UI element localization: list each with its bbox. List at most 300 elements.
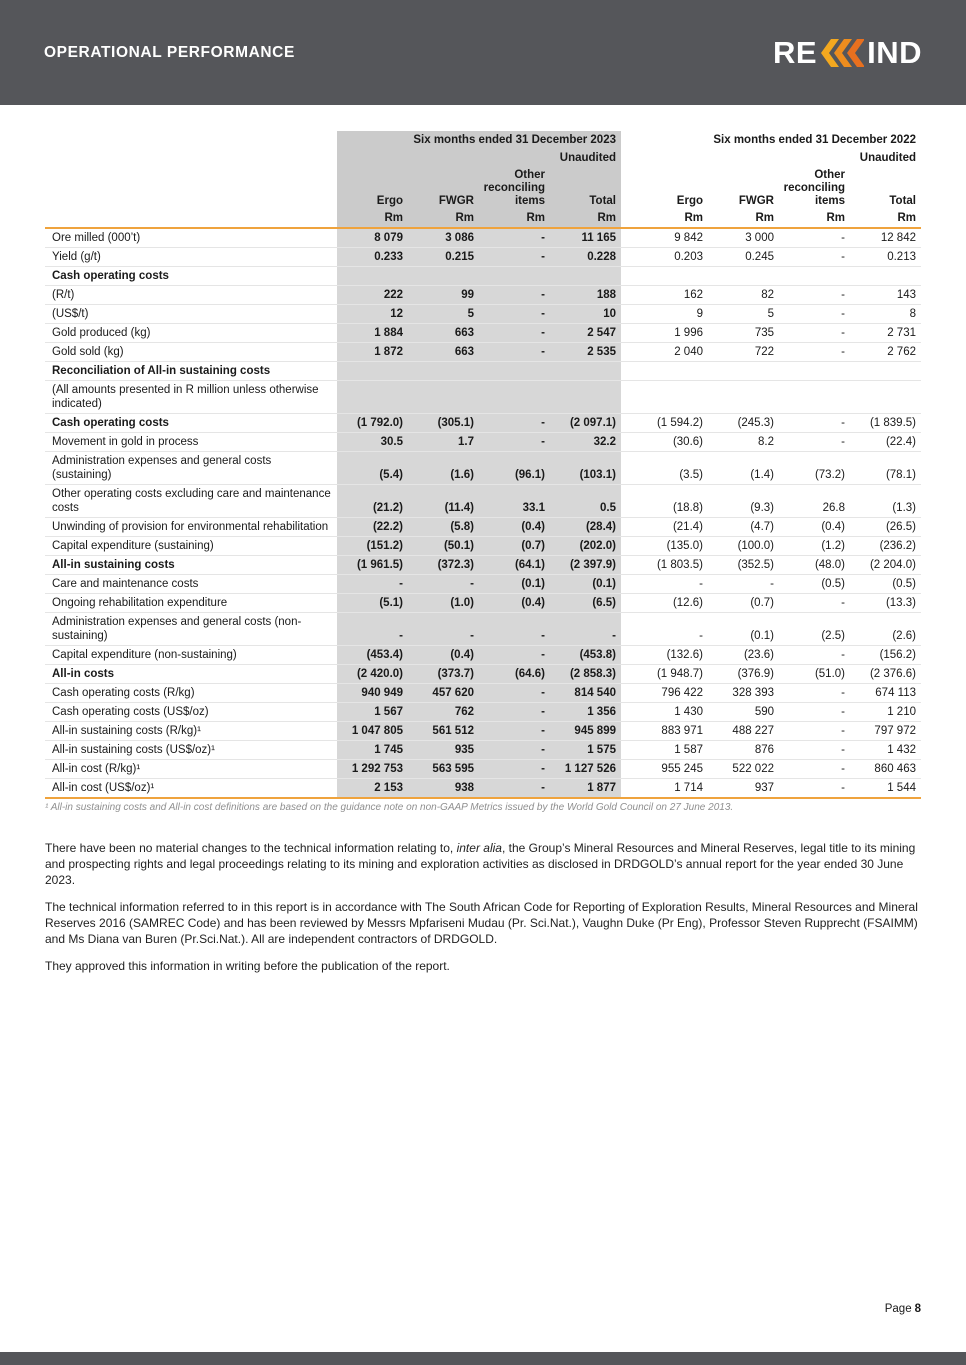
unit-label: Rm xyxy=(550,210,621,228)
value-cell: - xyxy=(479,343,550,362)
value-cell: (5.1) xyxy=(337,594,408,613)
value-cell: (73.2) xyxy=(779,452,850,485)
value-cell: 938 xyxy=(408,779,479,799)
row-label: Gold sold (kg) xyxy=(45,343,337,362)
table-row xyxy=(45,613,921,646)
value-cell: (9.3) xyxy=(708,485,779,518)
value-cell: (2.5) xyxy=(779,613,850,646)
value-cell: (13.3) xyxy=(850,594,921,613)
unit-label: Rm xyxy=(337,210,408,228)
value-cell xyxy=(479,362,550,381)
value-cell: 935 xyxy=(408,741,479,760)
value-cell: (100.0) xyxy=(708,537,779,556)
row-label: Cash operating costs xyxy=(45,414,337,433)
value-cell: (236.2) xyxy=(850,537,921,556)
value-cell: 1 714 xyxy=(637,779,708,799)
value-cell: 1 047 805 xyxy=(337,722,408,741)
value-cell: (0.5) xyxy=(779,575,850,594)
value-cell: 99 xyxy=(408,286,479,305)
value-cell: - xyxy=(479,433,550,452)
unaudited-2023-label: Unaudited xyxy=(337,149,621,167)
value-cell: 674 113 xyxy=(850,684,921,703)
table-row xyxy=(45,343,921,362)
row-label: (US$/t) xyxy=(45,305,337,324)
value-cell: (0.7) xyxy=(708,594,779,613)
value-cell: - xyxy=(479,228,550,248)
value-cell: 9 842 xyxy=(637,228,708,248)
value-cell: 222 xyxy=(337,286,408,305)
value-cell: - xyxy=(779,324,850,343)
value-cell: (22.4) xyxy=(850,433,921,452)
value-cell: (0.4) xyxy=(479,518,550,537)
table-row xyxy=(45,594,921,613)
value-cell: (1 803.5) xyxy=(637,556,708,575)
value-cell: (96.1) xyxy=(479,452,550,485)
value-cell: 1 877 xyxy=(550,779,621,799)
value-cell: 796 422 xyxy=(637,684,708,703)
value-cell: 955 245 xyxy=(637,760,708,779)
column-gap xyxy=(621,703,637,722)
table-row xyxy=(45,518,921,537)
page-number-value: 8 xyxy=(914,1303,921,1315)
table-row xyxy=(45,684,921,703)
period-2023-label: Six months ended 31 December 2023 xyxy=(337,131,621,149)
value-cell: (0.4) xyxy=(408,646,479,665)
value-cell: 2 762 xyxy=(850,343,921,362)
value-cell: 2 040 xyxy=(637,343,708,362)
column-gap xyxy=(621,722,637,741)
value-cell: (28.4) xyxy=(550,518,621,537)
value-cell: - xyxy=(337,613,408,646)
value-cell: (2 420.0) xyxy=(337,665,408,684)
value-cell: (151.2) xyxy=(337,537,408,556)
value-cell xyxy=(708,362,779,381)
value-cell: 663 xyxy=(408,343,479,362)
value-cell: (21.4) xyxy=(637,518,708,537)
column-gap xyxy=(621,613,637,646)
page-content xyxy=(0,105,966,975)
value-cell: 0.5 xyxy=(550,485,621,518)
value-cell: (1.6) xyxy=(408,452,479,485)
p1-pre: There have been no material changes to the technical information relating to, xyxy=(45,841,457,855)
value-cell: (156.2) xyxy=(850,646,921,665)
value-cell: 188 xyxy=(550,286,621,305)
value-cell: - xyxy=(479,722,550,741)
value-cell: - xyxy=(779,228,850,248)
column-gap xyxy=(621,665,637,684)
value-cell: 1 127 526 xyxy=(550,760,621,779)
value-cell xyxy=(408,362,479,381)
value-cell: 0.233 xyxy=(337,248,408,267)
period-2022-label: Six months ended 31 December 2022 xyxy=(713,134,916,146)
value-cell: (26.5) xyxy=(850,518,921,537)
value-cell: - xyxy=(779,414,850,433)
value-cell: (18.8) xyxy=(637,485,708,518)
value-cell: - xyxy=(708,575,779,594)
table-row xyxy=(45,414,921,433)
value-cell xyxy=(337,381,408,414)
value-cell: 8.2 xyxy=(708,433,779,452)
column-gap xyxy=(621,248,637,267)
value-cell: 1 430 xyxy=(637,703,708,722)
value-cell: 1 432 xyxy=(850,741,921,760)
value-cell: (1.3) xyxy=(850,485,921,518)
value-cell: (12.6) xyxy=(637,594,708,613)
value-cell: (5.4) xyxy=(337,452,408,485)
value-cell: 328 393 xyxy=(708,684,779,703)
row-label: Care and maintenance costs xyxy=(45,575,337,594)
table-row xyxy=(45,433,921,452)
value-cell xyxy=(337,362,408,381)
value-cell: 3 086 xyxy=(408,228,479,248)
table-row xyxy=(45,779,921,799)
col-total-2023: Total xyxy=(550,167,621,210)
value-cell xyxy=(637,381,708,414)
value-cell: (23.6) xyxy=(708,646,779,665)
row-label: Yield (g/t) xyxy=(45,248,337,267)
value-cell: (0.1) xyxy=(479,575,550,594)
column-gap xyxy=(621,228,637,248)
value-cell xyxy=(550,362,621,381)
value-cell: - xyxy=(550,613,621,646)
table-row xyxy=(45,741,921,760)
column-gap xyxy=(621,267,637,286)
col-fwgr-2022: FWGR xyxy=(738,195,774,207)
value-cell: - xyxy=(637,613,708,646)
value-cell: (1 594.2) xyxy=(637,414,708,433)
table-row xyxy=(45,722,921,741)
value-cell: 5 xyxy=(708,305,779,324)
row-label: Cash operating costs (R/kg) xyxy=(45,684,337,703)
value-cell: (135.0) xyxy=(637,537,708,556)
value-cell: 8 079 xyxy=(337,228,408,248)
value-cell: (1.0) xyxy=(408,594,479,613)
row-label: Unwinding of provision for environmental rehabilitation xyxy=(45,518,337,537)
column-gap xyxy=(621,485,637,518)
unit-label: Rm xyxy=(408,210,479,228)
value-cell: - xyxy=(479,414,550,433)
value-cell: - xyxy=(479,703,550,722)
value-cell: (373.7) xyxy=(408,665,479,684)
value-cell xyxy=(337,267,408,286)
value-cell: - xyxy=(779,248,850,267)
value-cell: 12 842 xyxy=(850,228,921,248)
value-cell: (103.1) xyxy=(550,452,621,485)
unit-label: Rm xyxy=(479,210,550,228)
value-cell: - xyxy=(479,760,550,779)
table-row xyxy=(45,305,921,324)
value-cell: (132.6) xyxy=(637,646,708,665)
value-cell: - xyxy=(779,594,850,613)
col-ergo-2023: Ergo xyxy=(337,167,408,210)
value-cell: (1 839.5) xyxy=(850,414,921,433)
value-cell: (78.1) xyxy=(850,452,921,485)
row-label: Other operating costs excluding care and maintenance costs xyxy=(45,485,337,518)
value-cell xyxy=(479,267,550,286)
operational-performance-table xyxy=(45,131,921,799)
column-gap xyxy=(621,414,637,433)
row-label: Administration expenses and general costs (sustaining) xyxy=(45,452,337,485)
value-cell: 663 xyxy=(408,324,479,343)
table-row xyxy=(45,556,921,575)
column-gap xyxy=(621,343,637,362)
unit-label: Rm xyxy=(850,210,921,228)
p1-italic: inter alia xyxy=(456,841,502,855)
value-cell: 143 xyxy=(850,286,921,305)
value-cell: - xyxy=(408,575,479,594)
value-cell: (1 792.0) xyxy=(337,414,408,433)
audit-status-row xyxy=(45,149,921,167)
column-gap xyxy=(621,324,637,343)
value-cell: - xyxy=(337,575,408,594)
row-label: (R/t) xyxy=(45,286,337,305)
row-label: Cash operating costs xyxy=(45,267,337,286)
column-gap xyxy=(621,537,637,556)
paragraph-no-material-changes xyxy=(45,841,921,889)
value-cell: - xyxy=(479,248,550,267)
value-cell: (3.5) xyxy=(637,452,708,485)
value-cell: (2 097.1) xyxy=(550,414,621,433)
value-cell: (48.0) xyxy=(779,556,850,575)
value-cell: (0.1) xyxy=(550,575,621,594)
table-row xyxy=(45,267,921,286)
row-label: All-in sustaining costs (R/kg)¹ xyxy=(45,722,337,741)
value-cell: 940 949 xyxy=(337,684,408,703)
row-label: Movement in gold in process xyxy=(45,433,337,452)
value-cell xyxy=(779,381,850,414)
value-cell: - xyxy=(779,646,850,665)
column-gap xyxy=(621,575,637,594)
rewind-chevrons-icon xyxy=(820,38,864,68)
row-label: All-in costs xyxy=(45,665,337,684)
unaudited-2022-label: Unaudited xyxy=(859,152,916,164)
value-cell: (51.0) xyxy=(779,665,850,684)
period-header-row xyxy=(45,131,921,149)
table-body xyxy=(45,228,921,798)
value-cell: - xyxy=(408,613,479,646)
value-cell: 0.228 xyxy=(550,248,621,267)
table-row xyxy=(45,646,921,665)
value-cell xyxy=(850,362,921,381)
value-cell: 1.7 xyxy=(408,433,479,452)
row-label: All-in sustaining costs (US$/oz)¹ xyxy=(45,741,337,760)
column-gap xyxy=(621,594,637,613)
row-label: (All amounts presented in R million unless otherwise indicated) xyxy=(45,381,337,414)
value-cell: (376.9) xyxy=(708,665,779,684)
row-label: Administration expenses and general costs (non-sustaining) xyxy=(45,613,337,646)
value-cell: - xyxy=(479,613,550,646)
value-cell: 1 210 xyxy=(850,703,921,722)
value-cell: (0.5) xyxy=(850,575,921,594)
unit-label: Rm xyxy=(708,210,779,228)
row-label: Ongoing rehabilitation expenditure xyxy=(45,594,337,613)
value-cell: (2 858.3) xyxy=(550,665,621,684)
paragraph-technical-information: The technical information referred to in this report is in accordance with The South African Code for Reporting of Exploration Results, Mineral Resources and Mineral Reserves 2016 (SAMREC Code) and has been reviewed by Messrs Mpfariseni Mudau (Pr. Sci.Nat.), Vaughn Duke (Pr Eng), Professor Steven Rupprecht (FSAIMM) and Ms Diana van Buren (Pr.Sci.Nat.). All are independent contractors of DRDGOLD. xyxy=(45,899,918,946)
value-cell: 0.215 xyxy=(408,248,479,267)
value-cell: 26.8 xyxy=(779,485,850,518)
value-cell: (21.2) xyxy=(337,485,408,518)
value-cell: - xyxy=(479,779,550,799)
value-cell: 457 620 xyxy=(408,684,479,703)
table-row xyxy=(45,760,921,779)
value-cell: 10 xyxy=(550,305,621,324)
table-row xyxy=(45,452,921,485)
value-cell: 945 899 xyxy=(550,722,621,741)
value-cell: 0.213 xyxy=(850,248,921,267)
row-label: All-in cost (US$/oz)¹ xyxy=(45,779,337,799)
column-gap xyxy=(621,646,637,665)
paragraph-approval: They approved this information in writing before the publication of the report. xyxy=(45,958,450,973)
row-label: Capital expenditure (non-sustaining) xyxy=(45,646,337,665)
value-cell: - xyxy=(779,760,850,779)
value-cell: - xyxy=(479,741,550,760)
value-cell: 797 972 xyxy=(850,722,921,741)
value-cell: 8 xyxy=(850,305,921,324)
value-cell: - xyxy=(779,779,850,799)
value-cell: 722 xyxy=(708,343,779,362)
value-cell: 937 xyxy=(708,779,779,799)
column-gap xyxy=(621,741,637,760)
units-row xyxy=(45,210,921,228)
value-cell: 1 567 xyxy=(337,703,408,722)
table-row xyxy=(45,248,921,267)
value-cell: (1 961.5) xyxy=(337,556,408,575)
value-cell: 1 996 xyxy=(637,324,708,343)
value-cell: 876 xyxy=(708,741,779,760)
value-cell: (0.1) xyxy=(708,613,779,646)
value-cell: (305.1) xyxy=(408,414,479,433)
column-gap xyxy=(621,362,637,381)
value-cell: 1 575 xyxy=(550,741,621,760)
table-row xyxy=(45,228,921,248)
row-label: Reconciliation of All-in sustaining costs xyxy=(45,362,337,381)
value-cell: - xyxy=(479,324,550,343)
value-cell: (453.8) xyxy=(550,646,621,665)
value-cell: - xyxy=(779,741,850,760)
value-cell: - xyxy=(779,343,850,362)
value-cell: 2 547 xyxy=(550,324,621,343)
footer-bar xyxy=(0,1352,966,1365)
column-gap xyxy=(621,305,637,324)
page-title: OPERATIONAL PERFORMANCE xyxy=(44,43,295,61)
rewind-logo xyxy=(773,35,922,71)
footnote: ¹ All-in sustaining costs and All-in cost definitions are based on the guidance note on non-GAAP Metrics issued by the World Gold Council on 27 June 2013. xyxy=(45,802,734,813)
column-gap xyxy=(621,556,637,575)
value-cell: 82 xyxy=(708,286,779,305)
value-cell: 5 xyxy=(408,305,479,324)
value-cell: (30.6) xyxy=(637,433,708,452)
value-cell: (2 397.9) xyxy=(550,556,621,575)
value-cell: (0.7) xyxy=(479,537,550,556)
value-cell: - xyxy=(779,433,850,452)
value-cell: 12 xyxy=(337,305,408,324)
table-row xyxy=(45,362,921,381)
value-cell: (2 204.0) xyxy=(850,556,921,575)
row-label: Ore milled (000’t) xyxy=(45,228,337,248)
column-gap xyxy=(621,684,637,703)
table-row xyxy=(45,485,921,518)
value-cell: - xyxy=(479,646,550,665)
row-label: Cash operating costs (US$/oz) xyxy=(45,703,337,722)
row-label: Capital expenditure (sustaining) xyxy=(45,537,337,556)
value-cell: 1 292 753 xyxy=(337,760,408,779)
value-cell: (453.4) xyxy=(337,646,408,665)
column-gap xyxy=(621,381,637,414)
value-cell: 814 540 xyxy=(550,684,621,703)
value-cell: (50.1) xyxy=(408,537,479,556)
value-cell: (11.4) xyxy=(408,485,479,518)
value-cell: - xyxy=(637,575,708,594)
value-cell: 2 731 xyxy=(850,324,921,343)
table-row xyxy=(45,703,921,722)
value-cell: 561 512 xyxy=(408,722,479,741)
logo-text-post: IND xyxy=(867,34,922,70)
logo-text-pre: RE xyxy=(773,34,818,70)
column-gap xyxy=(621,760,637,779)
value-cell: (202.0) xyxy=(550,537,621,556)
table-row xyxy=(45,381,921,414)
value-cell: (1 948.7) xyxy=(637,665,708,684)
value-cell: 735 xyxy=(708,324,779,343)
value-cell: (64.1) xyxy=(479,556,550,575)
value-cell xyxy=(637,362,708,381)
value-cell xyxy=(637,267,708,286)
value-cell: - xyxy=(779,305,850,324)
value-cell xyxy=(708,267,779,286)
value-cell xyxy=(850,381,921,414)
value-cell: 32.2 xyxy=(550,433,621,452)
value-cell: 162 xyxy=(637,286,708,305)
row-label: Gold produced (kg) xyxy=(45,324,337,343)
column-gap xyxy=(621,518,637,537)
value-cell: (0.4) xyxy=(479,594,550,613)
column-gap xyxy=(621,433,637,452)
row-label: All-in cost (R/kg)¹ xyxy=(45,760,337,779)
value-cell: 883 971 xyxy=(637,722,708,741)
value-cell: 11 165 xyxy=(550,228,621,248)
page-number-label: Page xyxy=(884,1303,912,1315)
value-cell: 522 022 xyxy=(708,760,779,779)
column-gap xyxy=(621,286,637,305)
col-other-items-2022: Other reconciling items xyxy=(783,169,845,207)
value-cell: (1.4) xyxy=(708,452,779,485)
table-row xyxy=(45,537,921,556)
value-cell: (372.3) xyxy=(408,556,479,575)
table-row xyxy=(45,665,921,684)
value-cell: - xyxy=(779,722,850,741)
unit-label: Rm xyxy=(779,210,850,228)
value-cell: - xyxy=(479,305,550,324)
value-cell: 2 153 xyxy=(337,779,408,799)
value-cell: 590 xyxy=(708,703,779,722)
value-cell: 762 xyxy=(408,703,479,722)
value-cell: - xyxy=(779,703,850,722)
col-total-2022: Total xyxy=(889,195,916,207)
value-cell: (245.3) xyxy=(708,414,779,433)
row-label: All-in sustaining costs xyxy=(45,556,337,575)
p1-post: , the Group’s Mineral Resources and Mineral Reserves, legal title to its mining and prospecting rights and legal proceedings relating to its mining and exploration activities as disclosed in DRDGOLD’s annual report for the year ended 30 June 2023. xyxy=(45,841,916,887)
column-header-row xyxy=(45,167,921,210)
unit-label: Rm xyxy=(637,210,708,228)
value-cell: 0.203 xyxy=(637,248,708,267)
value-cell: 1 356 xyxy=(550,703,621,722)
value-cell: 1 884 xyxy=(337,324,408,343)
value-cell: (2.6) xyxy=(850,613,921,646)
value-cell: (64.6) xyxy=(479,665,550,684)
column-gap xyxy=(621,779,637,799)
value-cell xyxy=(408,267,479,286)
col-other-items-2023: Other reconciling items xyxy=(479,167,550,210)
